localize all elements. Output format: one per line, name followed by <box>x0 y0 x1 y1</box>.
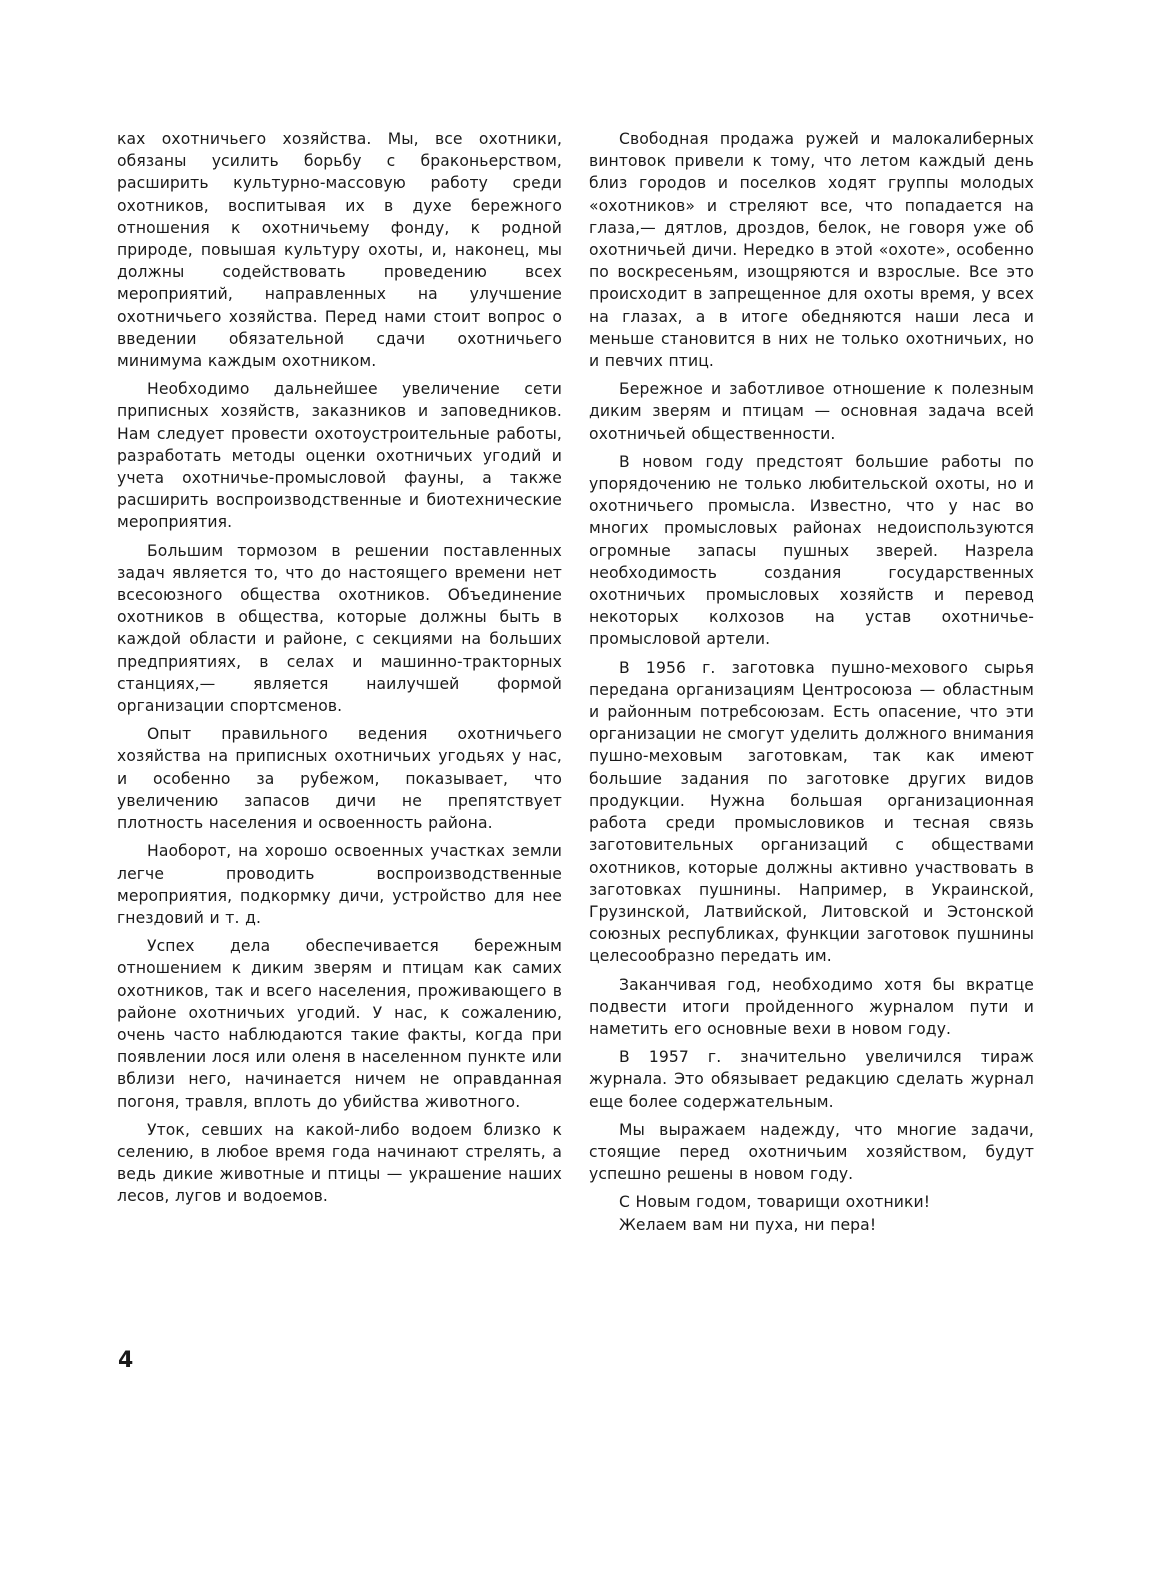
left-column <box>117 128 562 1214</box>
page-number: 4 <box>118 1348 134 1373</box>
right-column <box>589 128 1034 1236</box>
paragraph: Наоборот, на хорошо освоенных участках земли легче проводить воспроизводственные мероприятия, подкормку дичи, устройство для нее гнездовий и т. д. <box>117 842 562 927</box>
paragraph: Бережное и заботливое отношение к полезным диким зверям и птицам — основная задача всей охотничьей общественности. <box>589 380 1034 443</box>
paragraph: ках охотничьего хозяйства. Мы, все охотники, обязаны усилить борьбу с браконьерством, расширить культурно-массовую работу среди охотников, воспитывая их в духе бережного отношения к охотничьему фонду, к родной природе, повышая культуру охоты, и, наконец, мы должны содействовать проведению всех мероприятий, направленных на улучшение охотничьего хозяйства. Перед нами стоит вопрос о введении обязательной сдачи охотничьего минимума каждым охотником. <box>117 130 562 371</box>
paragraph: Свободная продажа ружей и малокалиберных винтовок привели к тому, что летом каждый день близ городов и поселков ходят группы молодых «охотников» и стреляют все, что попадается на глаза,— дятлов, дроздов, белок, не говоря уже об охотничьей дичи. Нередко в этой «охоте», особенно по воскресеньям, изощряются и взрослые. Все это происходит в запрещенное для охоты время, у всех на глазах, а в итоге обедняются наши леса и меньше становится в них не только охотничьих, но и певчих птиц. <box>589 130 1034 371</box>
paragraph: Успех дела обеспечивается бережным отношением к диким зверям и птицам как самих охотников, так и всего населения, проживающего в районе охотничьих угодий. У нас, к сожалению, очень часто наблюдаются такие факты, когда при появлении лося или оленя в населенном пункте или вблизи него, начинается ничем не оправданная погоня, травля, вплоть до убийства животного. <box>117 937 562 1111</box>
paragraph: В 1957 г. значительно увеличился тираж журнала. Это обязывает редакцию сделать журнал еще более содержательным. <box>589 1048 1034 1111</box>
paragraph: В новом году предстоят большие работы по упорядочению не только любительской охоты, но и охотничьего промысла. Известно, что у нас во многих промысловых районах недоиспользуются огромные запасы пушных зверей. Назрела необходимость создания государственных охотничьих промысловых хозяйств и перевод некоторых колхозов на устав охотничье-промысловой артели. <box>589 452 1034 649</box>
greeting-line: С Новым годом, товарищи охотники! <box>619 1193 931 1212</box>
paragraph: Уток, севших на какой-либо водоем близко к селению, в любое время года начинают стрелять, а ведь дикие животные и птицы — украшение наших лесов, лугов и водоемов. <box>117 1120 562 1206</box>
farewell-line: Желаем вам ни пуха, ни пера! <box>619 1215 877 1234</box>
paragraph: Заканчивая год, необходимо хотя бы вкратце подвести итоги пройденного журналом пути и наметить его основные вехи в новом году. <box>589 975 1034 1038</box>
paragraph: Мы выражаем надежду, что многие задачи, стоящие перед охотничьим хозяйством, будут успешно решены в новом году. <box>589 1120 1034 1184</box>
paragraph: Большим тормозом в решении поставленных задач является то, что до настоящего времени нет всесоюзного общества охотников. Объединение охотников в общества, которые должны быть в каждой области и районе, с секциями на больших предприятиях, в селах и машинно-тракторных станциях,— является наилучшей формой организации спортсменов. <box>117 541 562 716</box>
paragraph: Необходимо дальнейшее увеличение сети приписных хозяйств, заказников и заповедников. Нам следует провести охотоустроительные работы, разработать методы оценки охотничьих угодий и учета охотничье-промысловой фауны, а также расширить воспроизводственные и биотехнические мероприятия. <box>117 380 562 532</box>
paragraph: Опыт правильного ведения охотничьего хозяйства на приписных охотничьих угодьях у нас, и особенно за рубежом, показывает, что увеличению запасов дичи не препятствует плотность населения и освоенность района. <box>117 725 562 833</box>
paragraph: В 1956 г. заготовка пушно-мехового сырья передана организациям Центросоюза — областным и районным потребсоюзам. Есть опасение, что эти организации не смогут уделить должного внимания пушно-меховым заготовкам, так как имеют большие задания по заготовке других видов продукции. Нужна большая организационная работа среди промысловиков и тесная связь заготовительных организаций с обществами охотников, которые должны активно участвовать в заготовках пушнины. Например, в Украинской, Грузинской, Латвийской, Литовской и Эстонской союзных республиках, функции заготовок пушнины целесообразно передать им. <box>589 658 1034 966</box>
